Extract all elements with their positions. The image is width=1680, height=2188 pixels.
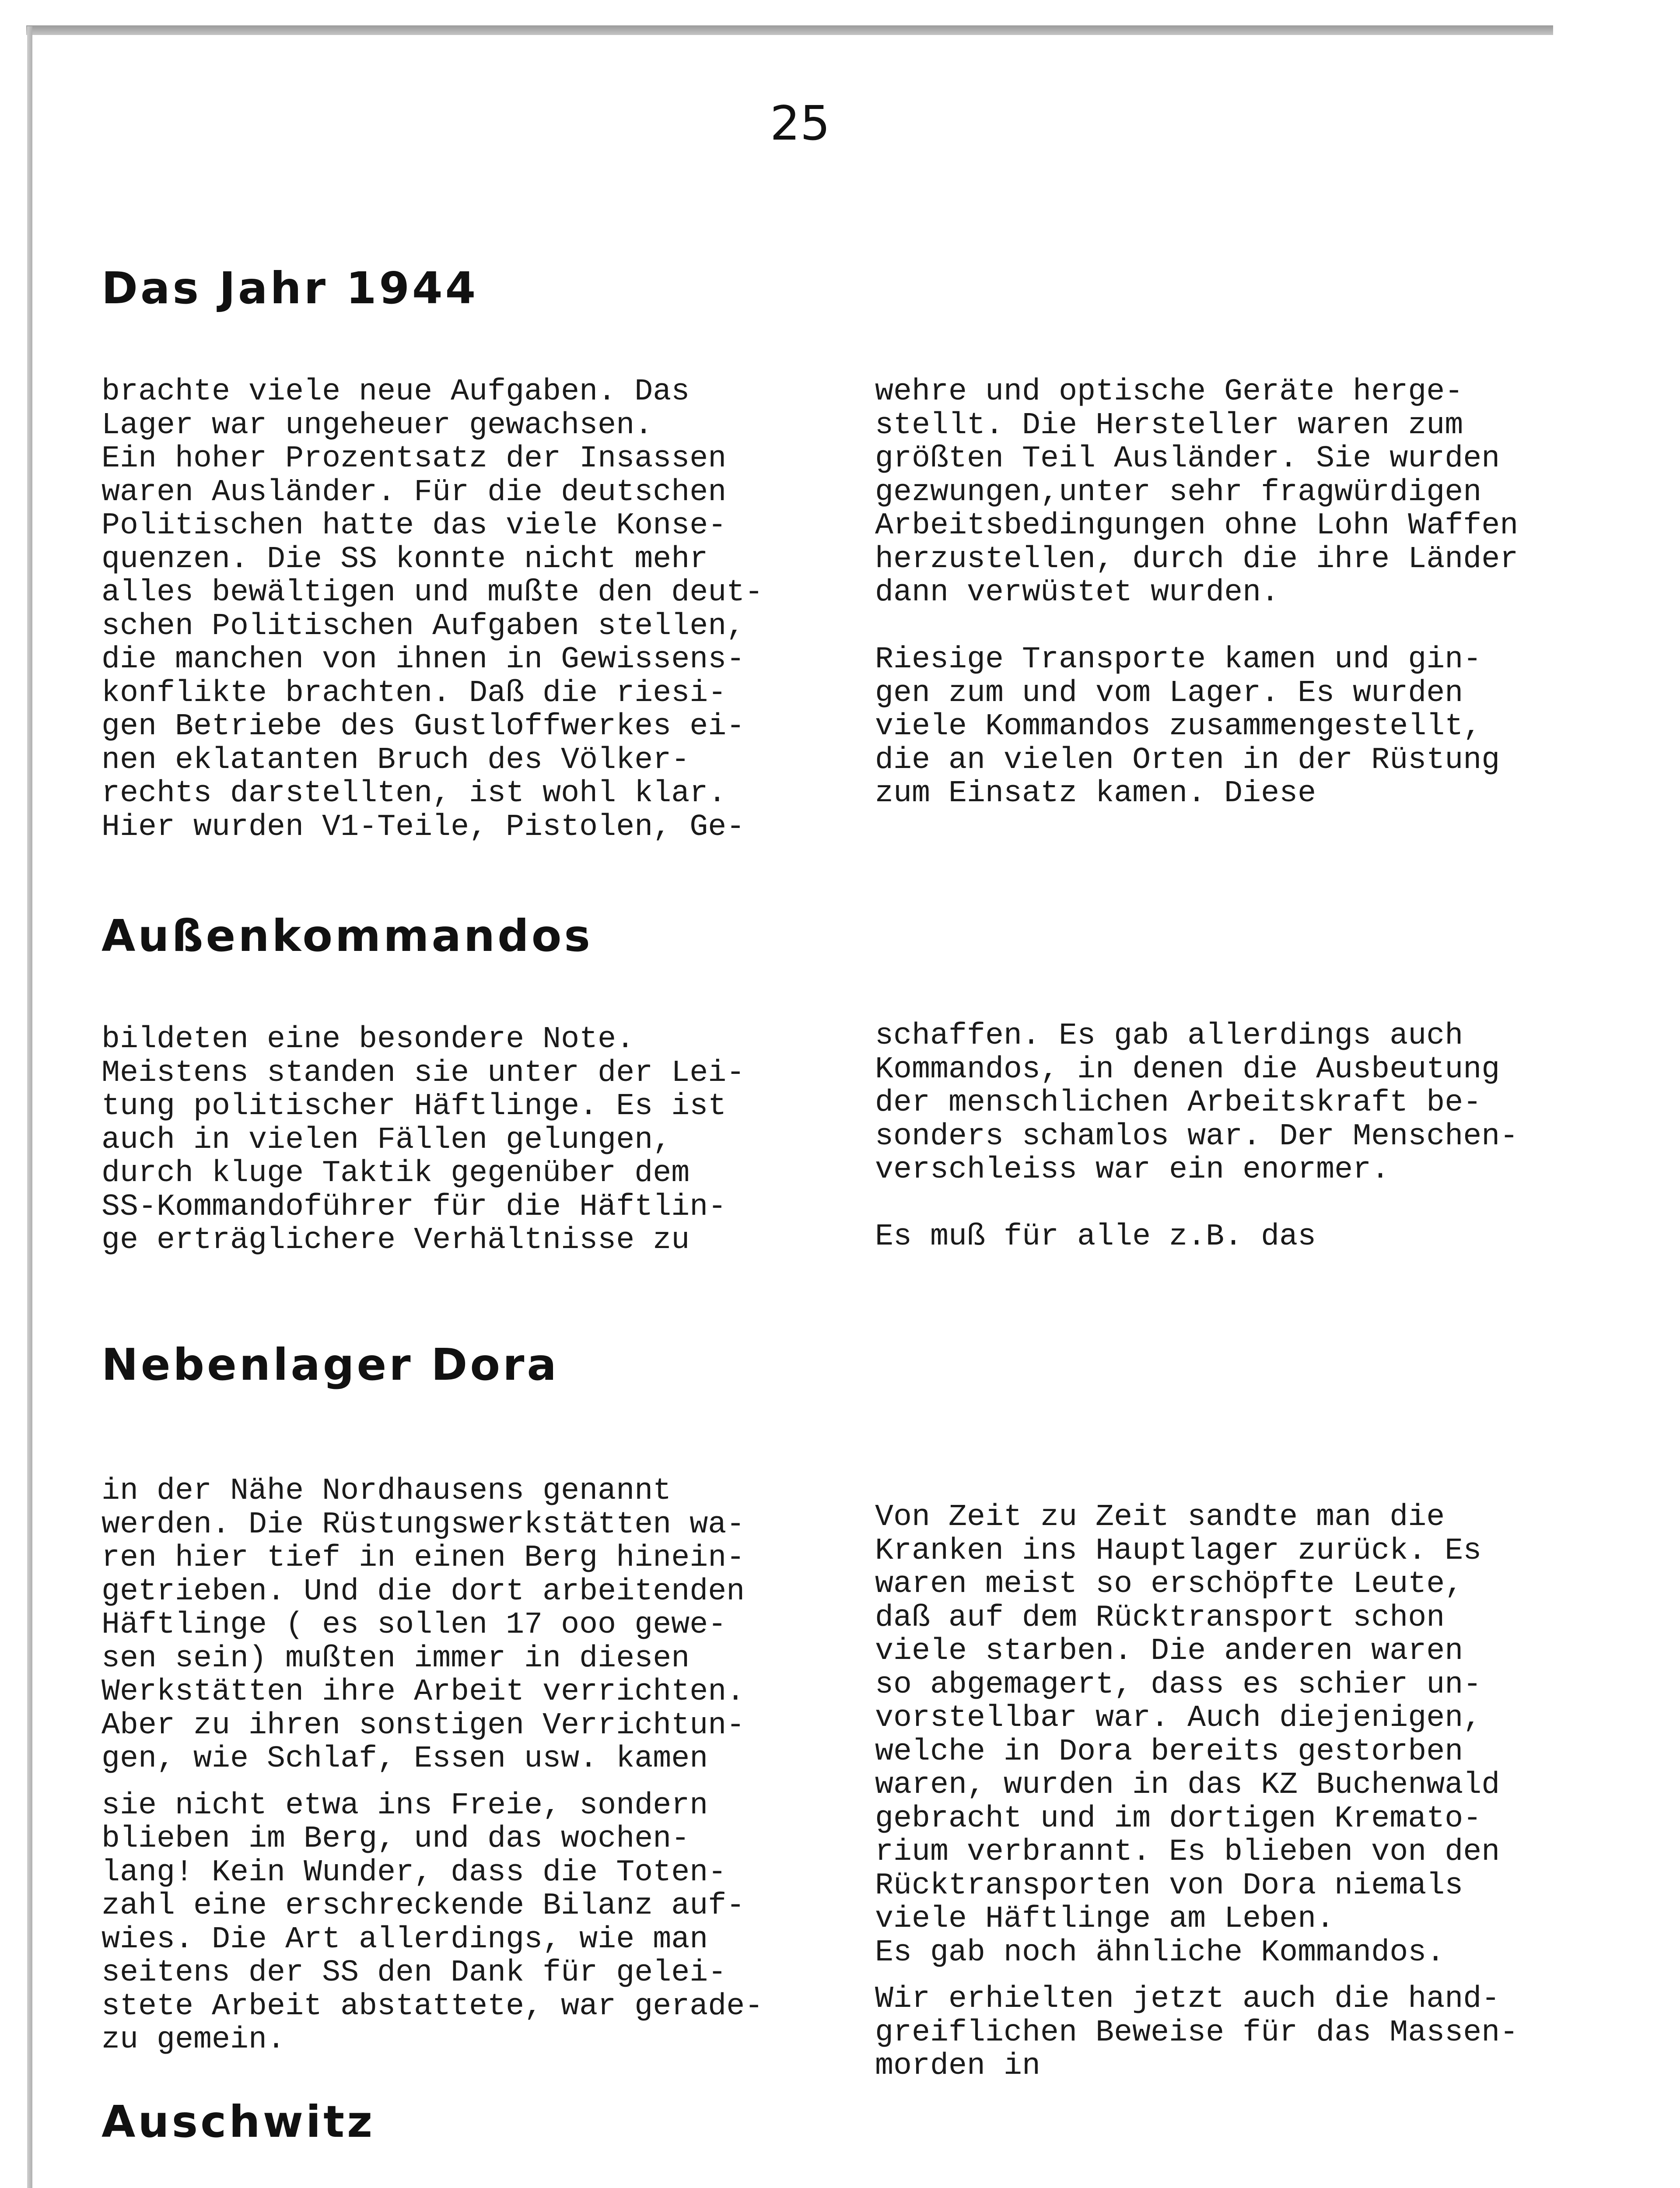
text-line: welche in Dora bereits gestorben [875,1734,1463,1769]
text-line: rechts darstellten, ist wohl klar. [102,776,727,811]
text-line: dann verwüstet wurden. [875,575,1280,610]
text-line: seitens der SS den Dank für gelei- [102,1956,727,1990]
text-line: schaffen. Es gab allerdings auch [875,1019,1463,1053]
text-line: zahl eine erschreckende Bilanz auf- [102,1889,745,1923]
text-line: die manchen von ihnen in Gewissens- [102,642,745,677]
text-line: Aber zu ihren sonstigen Verrichtun- [102,1708,745,1743]
heading-aussenkommandos: Außenkommandos [102,910,593,961]
heading-auschwitz: Auschwitz [102,2096,375,2147]
text-line: blieben im Berg, und das wochen- [102,1822,690,1856]
text-line: stete Arbeit abstattete, war gerade- [102,1989,763,2024]
text-line: lang! Kein Wunder, dass die Toten- [102,1855,727,1890]
page-number: 25 [770,96,830,151]
section-1-left-column [102,375,819,844]
text-line: der menschlichen Arbeitskraft be- [875,1086,1482,1120]
text-line: ren hier tief in einen Berg hinein- [102,1541,745,1575]
text-line: werden. Die Rüstungswerkstätten wa- [102,1507,745,1542]
section-2-left-column [102,1023,819,1258]
left-border-rule [27,26,32,2188]
text-line: gebracht und im dortigen Kremato- [875,1801,1482,1836]
text-line: waren meist so erschöpfte Leute, [875,1567,1463,1602]
text-line: tung politischer Häftlinge. Es ist [102,1089,727,1124]
text-line: Lager war ungeheuer gewachsen. [102,408,653,443]
text-line: waren Ausländer. Für die deutschen [102,475,727,510]
text-line: rium verbrannt. Es blieben von den [875,1835,1500,1869]
text-line: Ein hoher Prozentsatz der Insassen [102,442,727,476]
text-line: viele Kommandos zusammengestellt, [875,709,1482,744]
text-line: herzustellen, durch die ihre Länder [875,542,1519,577]
text-line: gezwungen,unter sehr fragwürdigen [875,475,1482,510]
text-line: Es muß für alle z.B. das [875,1220,1316,1254]
text-line: auch in vielen Fällen gelungen, [102,1122,672,1157]
text-line: Hier wurden V1-Teile, Pistolen, Ge- [102,810,745,845]
heading-nebenlager-dora: Nebenlager Dora [102,1339,559,1390]
text-line: waren, wurden in das KZ Buchenwald [875,1768,1500,1802]
text-line: Politischen hatte das viele Konse- [102,508,727,543]
text-line: Rücktransporten von Dora niemals [875,1868,1463,1903]
top-border-rule [26,25,1553,35]
text-line: getrieben. Und die dort arbeitenden [102,1574,745,1609]
text-line: zum Einsatz kamen. Diese [875,776,1316,811]
text-line: schen Politischen Aufgaben stellen, [102,609,745,644]
heading-das-jahr-1944: Das Jahr 1944 [102,263,479,314]
text-line: sie nicht etwa ins Freie, sondern [102,1788,708,1823]
text-line: zu gemein. [102,2023,286,2057]
section-1-right-column [875,375,1592,811]
text-line: wies. Die Art allerdings, wie man [102,1922,708,1957]
text-line: konflikte brachten. Daß die riesi- [102,676,727,711]
text-line: viele starben. Die anderen waren [875,1634,1463,1669]
text-line: verschleiss war ein enormer. [875,1153,1390,1187]
text-line: brachte viele neue Aufgaben. Das [102,375,690,409]
text-line: sonders schamlos war. Der Menschen- [875,1119,1519,1154]
text-line: morden in [875,2049,1041,2083]
text-line: nen eklatanten Bruch des Völker- [102,743,690,778]
text-line: Von Zeit zu Zeit sandte man die [875,1500,1445,1535]
text-line: Kommandos, in denen die Ausbeutung [875,1052,1500,1087]
text-line: in der Nähe Nordhausens genannt [102,1474,672,1508]
text-line: Kranken ins Hauptlager zurück. Es [875,1533,1482,1568]
text-line: Wir erhielten jetzt auch die hand- [875,1982,1500,2016]
text-line: Meistens standen sie unter der Lei- [102,1055,745,1090]
text-line: Häftlinge ( es sollen 17 ooo gewe- [102,1608,727,1642]
section-2-right-column [875,1020,1592,1254]
text-line: SS-Kommandoführer für die Häftlin- [102,1189,727,1224]
text-line: gen zum und vom Lager. Es wurden [875,676,1463,711]
text-line: so abgemagert, dass es schier un- [875,1667,1482,1702]
text-line: stellt. Die Hersteller waren zum [875,408,1463,443]
text-line: Es gab noch ähnliche Kommandos. [875,1935,1445,1970]
text-line: quenzen. Die SS konnte nicht mehr [102,542,708,577]
text-line: gen, wie Schlaf, Essen usw. kamen [102,1742,708,1776]
text-line: sen sein) mußten immer in diesen [102,1641,690,1676]
text-line: viele Häftlinge am Leben. [875,1902,1335,1936]
text-line: Riesige Transporte kamen und gin- [875,642,1482,677]
section-3-right-column [875,1501,1592,2083]
text-line: bildeten eine besondere Note. [102,1022,635,1057]
text-line: Arbeitsbedingungen ohne Lohn Waffen [875,508,1519,543]
text-line: ge erträglichere Verhältnisse zu [102,1223,690,1258]
section-3-left-column [102,1475,819,2057]
text-line: wehre und optische Geräte herge- [875,375,1463,409]
text-line: durch kluge Taktik gegenüber dem [102,1156,690,1191]
text-line: greiflichen Beweise für das Massen- [875,2015,1519,2050]
text-line: alles bewältigen und mußte den deut- [102,575,763,610]
text-line: gen Betriebe des Gustloffwerkes ei- [102,709,745,744]
text-line: die an vielen Orten in der Rüstung [875,743,1500,778]
text-line: vorstellbar war. Auch diejenigen, [875,1701,1482,1736]
text-line: Werkstätten ihre Arbeit verrichten. [102,1675,745,1709]
text-line: größten Teil Ausländer. Sie wurden [875,442,1500,476]
text-line: daß auf dem Rücktransport schon [875,1600,1445,1635]
